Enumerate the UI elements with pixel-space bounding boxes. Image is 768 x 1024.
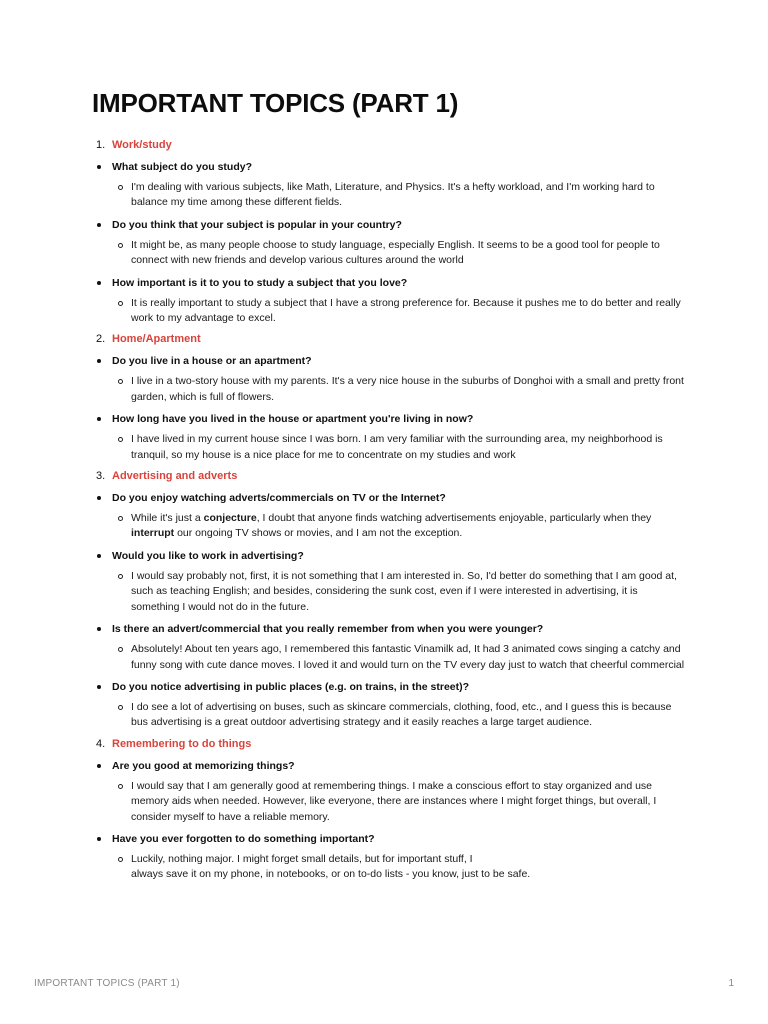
question-text: How long have you lived in the house or apartment you're living in now? xyxy=(112,413,474,426)
answer-item xyxy=(96,238,686,269)
topic-title: Advertising and adverts xyxy=(112,470,238,483)
document-body xyxy=(96,137,686,883)
answer-item xyxy=(96,779,686,825)
question-text: Have you ever forgotten to do something important? xyxy=(112,832,375,845)
answer-item xyxy=(96,296,686,327)
bullet-circle-icon xyxy=(118,243,123,248)
question-item xyxy=(96,758,686,774)
answer-text: While it's just a xyxy=(131,512,204,525)
bullet-circle-icon xyxy=(118,784,123,789)
bullet-circle-icon xyxy=(118,647,123,652)
topic-heading xyxy=(96,137,686,153)
answer-text: Absolutely! About ten years ago, I remembered this fantastic Vinamilk ad, It had 3 animated cows singing a catchy and funny song with cute dance moves. I loved it and would turn on the TV every day just to watch that cheerful commercial xyxy=(131,643,685,671)
answer-text: I have lived in my current house since I was born. I am very familiar with the surrounding area, my neighborhood is tranquil, so my house is a nice place for me to concentrate on my studies and work xyxy=(131,433,663,461)
topic-heading xyxy=(96,468,686,484)
topic-number: 3. xyxy=(96,470,106,483)
question-item xyxy=(96,831,686,847)
topic-number: 1. xyxy=(96,139,106,151)
bullet-dot-icon xyxy=(97,165,101,169)
topic-heading xyxy=(96,736,686,752)
answer-item xyxy=(96,432,686,463)
topic-title: Work/study xyxy=(112,139,172,151)
page-title: IMPORTANT TOPICS (PART 1) xyxy=(92,88,459,118)
bullet-dot-icon xyxy=(97,554,101,558)
topic-title: Remembering to do things xyxy=(112,737,252,750)
bullet-circle-icon xyxy=(118,437,123,442)
topic-title: Home/Apartment xyxy=(112,333,201,346)
bullet-dot-icon xyxy=(97,837,101,841)
question-item xyxy=(96,159,686,175)
bullet-dot-icon xyxy=(97,764,101,768)
answer-item xyxy=(96,374,686,405)
bullet-dot-icon xyxy=(97,359,101,363)
answer-text: our ongoing TV shows or movies, and I am not the exception. xyxy=(174,527,463,540)
bullet-dot-icon xyxy=(97,281,101,285)
answer-emphasis: conjecture xyxy=(203,512,257,525)
bullet-circle-icon xyxy=(118,185,123,190)
answer-text: always save it on my phone, in notebooks, or on to-do lists - you know, just to be safe. xyxy=(131,868,531,881)
answer-item xyxy=(96,511,686,542)
bullet-dot-icon xyxy=(97,685,101,689)
bullet-circle-icon xyxy=(118,516,123,521)
question-text: Do you think that your subject is popular in your country? xyxy=(112,218,402,231)
answer-text: I would say probably not, first, it is not something that I am interested in. So, I'd better do something that I am good at, such as teaching English; and besides, considering the sunk cost, even if I were interested in advertising, it is something I would not do in the future. xyxy=(131,569,677,613)
bullet-circle-icon xyxy=(118,574,123,579)
bullet-dot-icon xyxy=(97,417,101,421)
answer-item xyxy=(96,642,686,673)
question-text: Do you live in a house or an apartment? xyxy=(112,355,312,368)
footer-title: IMPORTANT TOPICS (PART 1) xyxy=(34,978,180,989)
answer-text: I'm dealing with various subjects, like Math, Literature, and Physics. It's a hefty workload, and I'm working hard to balance my time among these different fields. xyxy=(131,181,655,209)
bullet-circle-icon xyxy=(118,857,123,862)
question-text: What subject do you study? xyxy=(112,161,253,173)
question-item xyxy=(96,353,686,369)
bullet-circle-icon xyxy=(118,301,123,306)
answer-emphasis: interrupt xyxy=(131,527,175,540)
answer-text: I do see a lot of advertising on buses, such as skincare commercials, clothing, food, etc., and I guess this is because bus advertising is a great outdoor advertising strategy and it easily reaches a large target audience. xyxy=(131,700,672,729)
question-text: Would you like to work in advertising? xyxy=(112,549,304,562)
answer-item xyxy=(96,180,686,211)
answer-item xyxy=(96,852,686,883)
question-item xyxy=(96,490,686,506)
answer-text: It is really important to study a subject that I have a strong preference for. Because it pushes me to do better and really work to my advantage to excel. xyxy=(131,296,681,325)
answer-text: I live in a two-story house with my parents. It's a very nice house in the suburbs of Donghoi with a small and pretty front garden, which is full of flowers. xyxy=(131,375,684,403)
page-number: 1 xyxy=(728,978,734,989)
question-text: Are you good at memorizing things? xyxy=(112,759,295,772)
question-item xyxy=(96,217,686,233)
question-text: Do you notice advertising in public places (e.g. on trains, in the street)? xyxy=(112,680,470,693)
answer-item xyxy=(96,569,686,615)
question-item xyxy=(96,548,686,564)
answer-text: Luckily, nothing major. I might forget small details, but for important stuff, I xyxy=(131,852,473,865)
bullet-dot-icon xyxy=(97,496,101,500)
answer-text: I would say that I am generally good at remembering things. I make a conscious effort to stay organized and use memory aids when needed. However, like everyone, there are instances where I might forget things, but overall, I consider myself to have a reliable memory. xyxy=(131,779,657,823)
topic-number: 2. xyxy=(96,333,106,346)
topic-number: 4. xyxy=(96,737,106,750)
question-item xyxy=(96,621,686,637)
question-text: How important is it to you to study a subject that you love? xyxy=(112,276,408,289)
question-item xyxy=(96,679,686,695)
topic-heading xyxy=(96,331,686,347)
question-item xyxy=(96,411,686,427)
question-item xyxy=(96,275,686,291)
bullet-circle-icon xyxy=(118,705,123,710)
bullet-dot-icon xyxy=(97,223,101,227)
answer-text: It might be, as many people choose to study language, especially English. It seems to be a good tool for people to connect with new friends and develop various cultures around the world xyxy=(131,238,660,267)
bullet-circle-icon xyxy=(118,379,123,384)
answer-item xyxy=(96,700,686,731)
question-text: Do you enjoy watching adverts/commercials on TV or the Internet? xyxy=(112,492,446,505)
bullet-dot-icon xyxy=(97,627,101,631)
answer-text: , I doubt that anyone finds watching advertisements enjoyable, particularly when they xyxy=(256,512,652,525)
question-text: Is there an advert/commercial that you really remember from when you were younger? xyxy=(112,623,544,636)
